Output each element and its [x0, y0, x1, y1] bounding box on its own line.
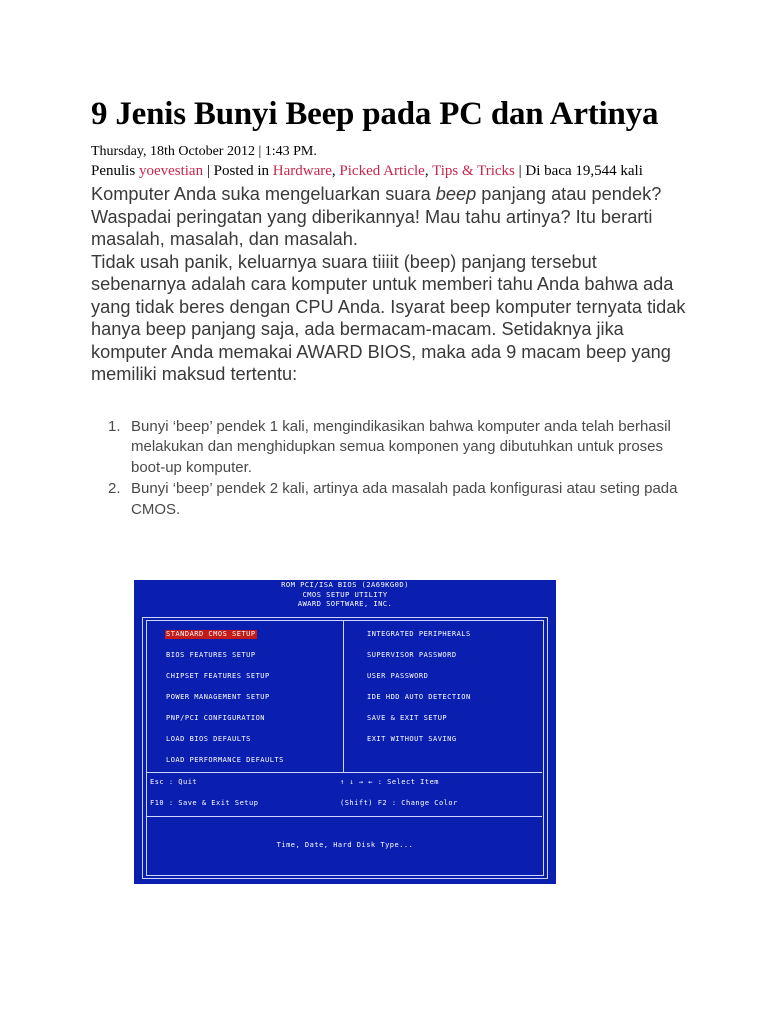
- author-prefix: Penulis: [91, 163, 139, 179]
- list-item: [91, 479, 691, 520]
- bios-menu-user-password[interactable]: USER PASSWORD: [367, 672, 429, 680]
- category-sep: ,: [331, 163, 340, 179]
- bios-status-text: Time, Date, Hard Disk Type...: [276, 841, 414, 849]
- author-link[interactable]: yoevestian: [138, 163, 204, 179]
- bios-screenshot: [134, 580, 556, 884]
- article-body: [91, 183, 691, 386]
- list-item: [91, 417, 691, 479]
- category-link-picked-article[interactable]: Picked Article: [339, 163, 425, 179]
- list-text: Bunyi ‘beep’ pendek 2 kali, artinya ada masalah pada konfigurasi atau seting pada CMOS.: [131, 480, 678, 518]
- bios-menu-pnp-pci-configuration[interactable]: PNP/PCI CONFIGURATION: [166, 714, 266, 722]
- intro-paragraph-2: Tidak usah panik, keluarnya suara tiiiit (beep) panjang tersebut sebenarnya adalah cara komputer untuk memberi tahu Anda bahwa ada yang tidak beres dengan CPU Anda. Isyarat beep komputer ternyata tidak hanya beep panjang saja, ada bermacam-macam. Setidaknya jika komputer Anda memakai AWARD BIOS, maka ada 9 macam beep yang memiliki maksud tertentu:: [91, 251, 686, 384]
- bios-menu-supervisor-password[interactable]: SUPERVISOR PASSWORD: [367, 651, 457, 659]
- bios-header-line: AWARD SOFTWARE, INC.: [297, 599, 393, 608]
- intro-text: panjang atau pendek? Waspadai peringatan yang diberikannya! Mau tahu artinya? Itu berarti masalah, masalah, dan masalah.: [91, 184, 662, 249]
- bios-menu-ide-hdd-auto-detection[interactable]: IDE HDD AUTO DETECTION: [367, 693, 471, 701]
- bios-header-line: ROM PCI/ISA BIOS (2A69KG0D): [281, 580, 409, 589]
- article-meta: [91, 162, 691, 180]
- article-title: 9 Jenis Bunyi Beep pada PC dan Artinya: [91, 96, 659, 132]
- bios-menu-load-performance-defaults[interactable]: LOAD PERFORMANCE DEFAULTS: [166, 756, 284, 764]
- bios-help-f10: F10 : Save & Exit Setup: [150, 799, 259, 807]
- bios-menu-bios-features-setup[interactable]: BIOS FEATURES SETUP: [166, 651, 256, 659]
- list-text: Bunyi ‘beep’ pendek 1 kali, mengindikasikan bahwa komputer anda telah berhasil melakukan dan menghidupkan semua komponen yang dibutuhkan untuk proses boot-up komputer.: [131, 417, 671, 476]
- intro-paragraph-1: [91, 183, 691, 251]
- bios-menu-save-exit-setup[interactable]: SAVE & EXIT SETUP: [367, 714, 448, 722]
- bios-menu-power-management-setup[interactable]: POWER MANAGEMENT SETUP: [166, 693, 270, 701]
- bios-menu-divider: [343, 620, 344, 772]
- bios-menu-standard-cmos-setup[interactable]: STANDARD CMOS SETUP: [166, 630, 256, 638]
- article: [91, 93, 691, 520]
- intro-text: Komputer Anda suka mengeluarkan suara: [91, 184, 436, 204]
- posted-prefix: | Posted in: [203, 163, 273, 179]
- category-link-hardware[interactable]: Hardware: [272, 163, 332, 179]
- article-date: Thursday, 18th October 2012 | 1:43 PM.: [91, 144, 317, 159]
- bios-menu-chipset-features-setup[interactable]: CHIPSET FEATURES SETUP: [166, 672, 270, 680]
- category-link-tips-tricks[interactable]: Tips & Tricks: [432, 163, 515, 179]
- intro-emphasis: beep: [435, 184, 477, 204]
- bios-menu-load-bios-defaults[interactable]: LOAD BIOS DEFAULTS: [166, 735, 251, 743]
- bios-menu-integrated-peripherals[interactable]: INTEGRATED PERIPHERALS: [367, 630, 471, 638]
- bios-header: [134, 580, 556, 609]
- list-number: 2.: [108, 480, 121, 497]
- category-sep: ,: [424, 163, 433, 179]
- beep-list: [91, 417, 691, 521]
- bios-menu-exit-without-saving[interactable]: EXIT WITHOUT SAVING: [367, 735, 457, 743]
- bios-hline: [146, 772, 542, 773]
- read-count: | Di baca 19,544 kali: [514, 163, 643, 179]
- list-number: 1.: [108, 417, 121, 435]
- bios-help-f2: (Shift) F2 : Change Color: [340, 799, 458, 807]
- bios-help-esc: Esc : Quit: [150, 778, 198, 786]
- bios-help-arrows: ↑ ↓ → ← : Select Item: [340, 778, 440, 786]
- bios-hline: [146, 816, 542, 817]
- bios-header-line: CMOS SETUP UTILITY: [302, 589, 388, 599]
